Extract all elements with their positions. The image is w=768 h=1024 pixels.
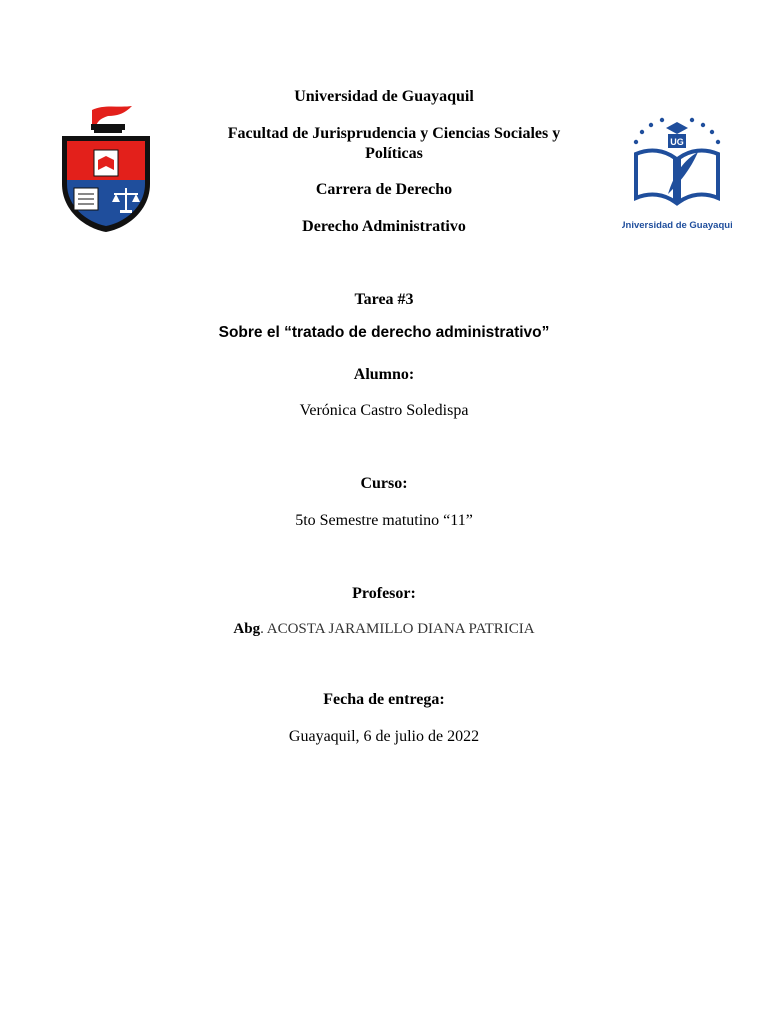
svg-text:UG: UG	[670, 137, 684, 147]
career-title: Carrera de Derecho	[315, 181, 453, 198]
faculty-title-line2: Políticas	[365, 145, 423, 162]
subject-title: Derecho Administrativo	[302, 218, 466, 235]
delivery-label: Fecha de entrega:	[323, 691, 445, 708]
professor-name	[233, 619, 534, 639]
professor-full-name: . ACOSTA JARAMILLO DIANA PATRICIA	[260, 621, 535, 637]
assignment-title: Tarea #3	[354, 291, 414, 308]
course-label: Curso:	[360, 475, 408, 492]
professor-label: Profesor:	[352, 585, 416, 602]
university-title: Universidad de Guayaquil	[294, 88, 474, 105]
student-label: Alumno:	[353, 366, 415, 383]
course-value: 5to Semestre matutino “11”	[295, 512, 473, 529]
assignment-topic: Sobre el “tratado de derecho administrativo”	[218, 324, 550, 341]
university-wordmark: Universidad de Guayaquil	[622, 220, 732, 231]
faculty-title-line1: Facultad de Jurisprudencia y Ciencias Sociales y	[227, 125, 561, 142]
delivery-value: Guayaquil, 6 de julio de 2022	[288, 728, 480, 745]
professor-name-line	[0, 619, 768, 639]
professor-title-prefix: Abg	[233, 621, 261, 637]
student-name: Verónica Castro Soledispa	[299, 402, 469, 419]
